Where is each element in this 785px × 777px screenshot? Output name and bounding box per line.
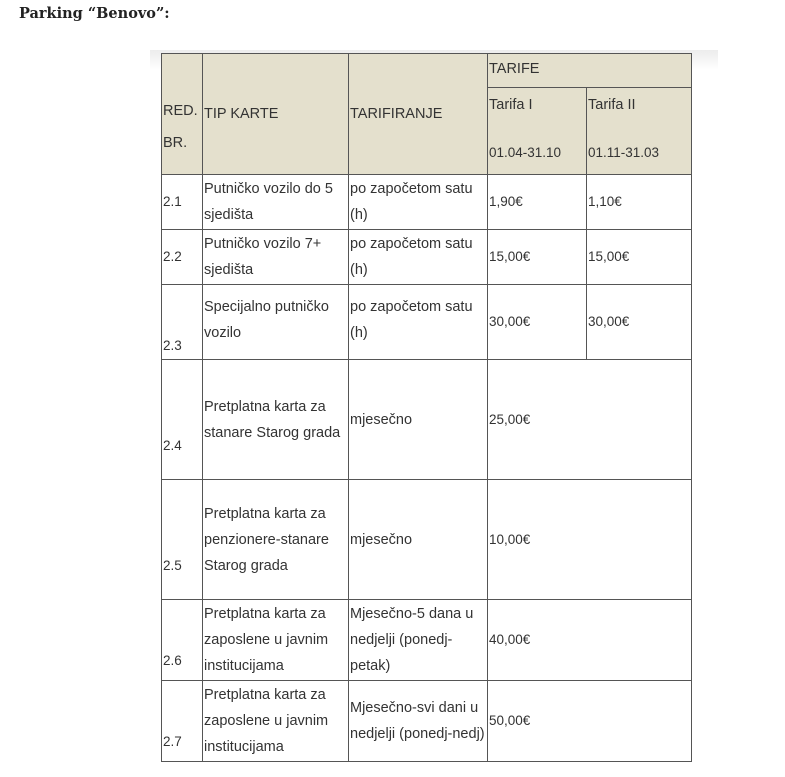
tarifa-2-name: Tarifa II [588, 97, 636, 113]
tarifa-2-price: 30,00€ [587, 285, 692, 360]
table-row [162, 285, 692, 360]
row-number: 2.3 [162, 285, 203, 360]
billing: Mjesečno-5 dana u nedjelji (ponedj-petak) [349, 600, 488, 681]
tarifa-2-price: 1,10€ [587, 175, 692, 230]
header-tarifa-1 [488, 88, 587, 175]
table-row [162, 681, 692, 762]
tarifa-price: 40,00€ [488, 600, 692, 681]
row-number: 2.6 [162, 600, 203, 681]
billing: mjesečno [349, 360, 488, 480]
tarifa-2-price: 15,00€ [587, 230, 692, 285]
tarifa-1-price: 30,00€ [488, 285, 587, 360]
ticket-type: Pretplatna karta za penzionere-stanare Starog grada [203, 480, 349, 600]
billing: Mjesečno-svi dani u nedjelji (ponedj-nedj) [349, 681, 488, 762]
page-heading: Parking “Benovo”: [19, 5, 170, 22]
row-number: 2.4 [162, 360, 203, 480]
tarifa-1-price: 1,90€ [488, 175, 587, 230]
billing: po započetom satu (h) [349, 230, 488, 285]
ticket-type: Pretplatna karta za zaposlene u javnim institucijama [203, 600, 349, 681]
tarifa-2-period: 01.11-31.03 [588, 145, 660, 160]
table-row [162, 175, 692, 230]
table-row [162, 480, 692, 600]
tariff-table [161, 53, 692, 762]
header-red: RED. [163, 103, 198, 119]
row-number: 2.7 [162, 681, 203, 762]
row-number: 2.1 [162, 175, 203, 230]
row-number: 2.2 [162, 230, 203, 285]
tarifa-price: 50,00€ [488, 681, 692, 762]
billing: mjesečno [349, 480, 488, 600]
tarifa-1-period: 01.04-31.10 [489, 145, 562, 160]
tarifa-1-price: 15,00€ [488, 230, 587, 285]
table-row [162, 360, 692, 480]
header-red-br [162, 54, 203, 175]
billing: po započetom satu (h) [349, 175, 488, 230]
table-row [162, 230, 692, 285]
billing: po započetom satu (h) [349, 285, 488, 360]
ticket-type: Specijalno putničko vozilo [203, 285, 349, 360]
header-tarifiranje: TARIFIRANJE [349, 54, 488, 175]
header-row-top [162, 54, 692, 88]
header-tarife: TARIFE [488, 54, 692, 88]
ticket-type: Putničko vozilo do 5 sjedišta [203, 175, 349, 230]
header-tip-karte: TIP KARTE [203, 54, 349, 175]
row-number: 2.5 [162, 480, 203, 600]
ticket-type: Pretplatna karta za stanare Starog grada [203, 360, 349, 480]
ticket-type: Pretplatna karta za zaposlene u javnim institucijama [203, 681, 349, 762]
header-tarifa-2 [587, 88, 692, 175]
tarifa-1-name: Tarifa I [489, 97, 533, 113]
tarifa-price: 25,00€ [488, 360, 692, 480]
ticket-type: Putničko vozilo 7+ sjedišta [203, 230, 349, 285]
header-br: BR. [163, 135, 188, 151]
table-row [162, 600, 692, 681]
tarifa-price: 10,00€ [488, 480, 692, 600]
